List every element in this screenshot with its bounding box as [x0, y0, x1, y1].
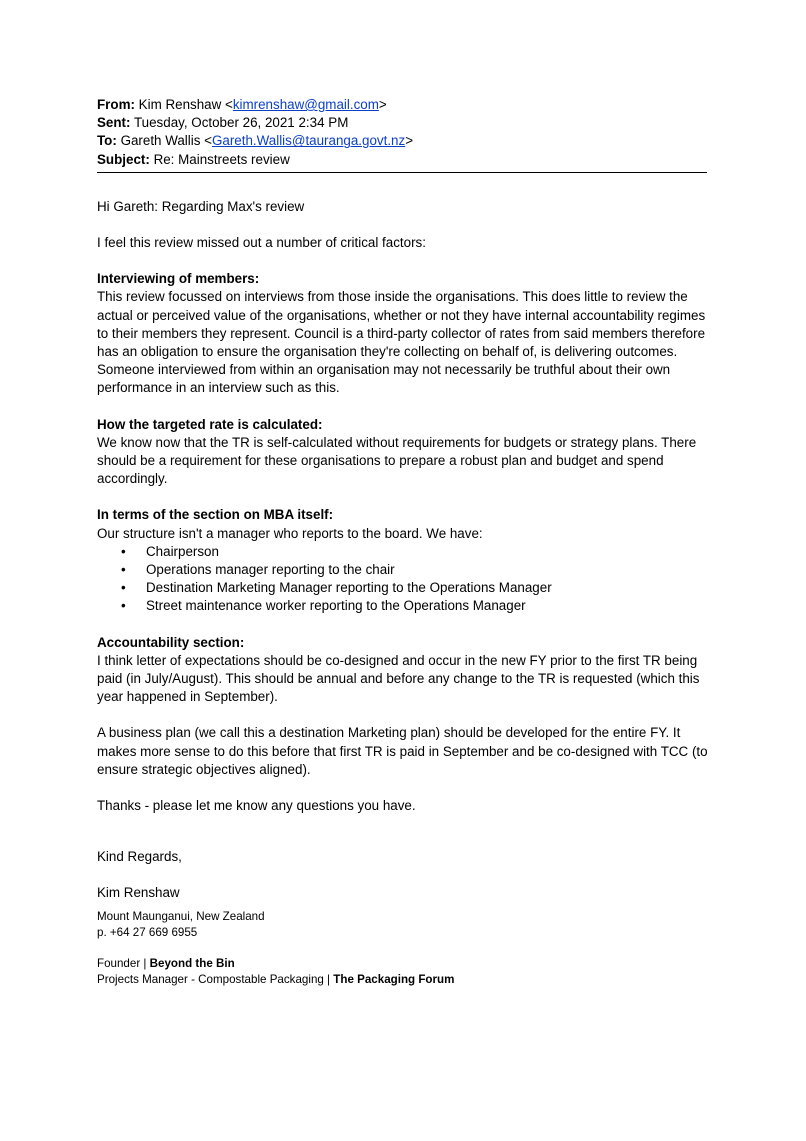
section-mba	[97, 506, 709, 615]
intro-paragraph: I feel this review missed out a number of critical factors:	[97, 235, 426, 251]
closing: Kind Regards,	[97, 849, 182, 865]
from-close: >	[378, 97, 387, 112]
from-name: Kim Renshaw <	[138, 97, 233, 112]
subject-label: Subject:	[97, 151, 150, 167]
section-title: Accountability section:	[97, 634, 245, 650]
sent-value: Tuesday, October 26, 2021 2:34 PM	[133, 115, 349, 131]
role-prefix: Projects Manager - Compostable Packaging |	[97, 972, 334, 986]
to-email-link[interactable]: Gareth.Wallis@tauranga.govt.nz	[211, 133, 406, 149]
structure-list	[97, 543, 709, 616]
list-item: • Destination Marketing Manager reporting to the Operations Manager	[97, 579, 709, 597]
business-plan-paragraph: A business plan (we call this a destination Marketing plan) should be developed for the entire FY. It makes more sense to do this before that first TR is paid in September and be co-designed with TCC (to ensure strategic objectives aligned).	[97, 725, 708, 777]
from-email-link[interactable]: kimrenshaw@gmail.com	[232, 97, 379, 112]
email-header	[97, 96, 709, 173]
list-item: • Street maintenance worker reporting to the Operations Manager	[97, 597, 709, 615]
section-text: This review focussed on interviews from those inside the organisations. This does little to review the actual or perceived value of the organisations, whether or not they have internal accountability regimes to their members they represent. Council is a third-party collector of rates from said members therefore has an obligation to ensure the organisation they're collecting on behalf of, is delivering outcomes. Someone interviewed from within an organisation may not necessarily be truthful about their own performance in an interview such as this.	[97, 289, 706, 396]
section-accountability	[97, 634, 709, 707]
to-line	[97, 132, 709, 150]
section-text: We know now that the TR is self-calculated without requirements for budgets or strategy plans. There should be a requirement for these organisations to prepare a robust plan and budget and spend accordingly.	[97, 434, 697, 487]
from-line	[97, 96, 709, 114]
section-interviewing	[97, 270, 709, 397]
to-close: >	[405, 133, 414, 149]
section-text: Our structure isn't a manager who reports to the board. We have:	[97, 525, 483, 541]
signature-name: Kim Renshaw	[97, 884, 180, 900]
section-text: I think letter of expectations should be co-designed and occur in the new FY prior to the first TR being paid (in July/August). This should be annual and before any change to the TR is requested (which this year happened in September).	[97, 652, 700, 705]
section-title: In terms of the section on MBA itself:	[97, 507, 334, 523]
from-label: From:	[97, 97, 135, 112]
section-title: Interviewing of members:	[97, 271, 260, 287]
subject-value: Re: Mainstreets review	[153, 151, 290, 167]
signature-phone: p. +64 27 669 6955	[97, 925, 198, 939]
sent-label: Sent:	[97, 115, 131, 131]
list-item: • Chairperson	[97, 543, 709, 561]
signature-role-founder	[97, 956, 709, 972]
email-document	[97, 96, 709, 988]
greeting: Hi Gareth: Regarding Max's review	[97, 198, 305, 214]
org-name: The Packaging Forum	[333, 972, 455, 986]
list-item: • Operations manager reporting to the chair	[97, 561, 709, 579]
thanks-line: Thanks - please let me know any questions you have.	[97, 798, 416, 814]
to-label: To:	[97, 133, 117, 149]
signature-location: Mount Maunganui, New Zealand	[97, 909, 265, 923]
role-prefix: Founder |	[97, 956, 150, 970]
to-name: Gareth Wallis <	[120, 133, 212, 149]
signature-role-projects	[97, 972, 709, 988]
sent-line	[97, 114, 709, 132]
org-name: Beyond the Bin	[149, 956, 235, 970]
section-title: How the targeted rate is calculated:	[97, 416, 323, 432]
signature-block	[97, 848, 709, 987]
section-targeted-rate	[97, 416, 709, 489]
subject-line	[97, 151, 709, 169]
